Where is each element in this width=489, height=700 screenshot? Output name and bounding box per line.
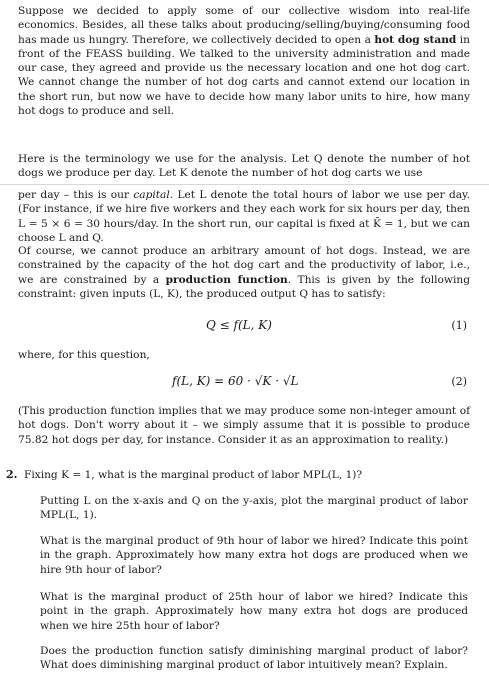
question-part-3: What is the marginal product of 25th hour of labor we hired? Indicate this point in the graph. Approximately how many extra hot dogs are produced when we hire 25th hour of labor? xyxy=(40,591,468,632)
production-paragraph xyxy=(18,244,470,301)
equation-2-number: (2) xyxy=(451,375,467,388)
question-number: 2. xyxy=(6,468,18,481)
note-paragraph: (This production function implies that we may produce some non-integer amount of hot dogs. Don't worry about it – we simply assume that it is possible to produce 75.82 hot dogs per day, for instance. Consider it as an approximation to reality.) xyxy=(18,405,470,446)
page-divider xyxy=(0,184,489,185)
capital-p-text: per day – this is our xyxy=(18,189,134,201)
equation-1: Q ≤ f(L, K) xyxy=(206,318,272,332)
intro-p1-text: Suppose we decided to apply some of our collective wisdom into real-life economics. Besides, all these talks about producing/selling/buying/consuming food has made us hungry. Therefore, we collectively decided to open a xyxy=(18,5,470,46)
where-text: where, for this question, xyxy=(18,349,150,361)
production-p-text: Of course, we cannot produce an arbitrary amount of hot dogs. Instead, we are constrained by the capacity of the hot dog cart and the productivity of labor, i.e., we are constrained by a xyxy=(18,245,470,286)
production-function-term: production function xyxy=(165,273,288,286)
terminology-paragraph: Here is the terminology we use for the analysis. Let Q denote the number of hot dogs we produce per day. Let K denote the number of hot dog carts we use xyxy=(18,153,470,180)
question-part-4: Does the production function satisfy diminishing marginal product of labor? What does diminishing marginal product of labor intuitively mean? Explain. xyxy=(40,645,468,672)
intro-paragraph-1 xyxy=(18,4,470,118)
question-part-2: What is the marginal product of 9th hour of labor we hired? Indicate this point in the graph. Approximately how many extra hot dogs are produced when we hire 9th hour of labor? xyxy=(40,535,468,576)
capital-term: capital xyxy=(133,189,170,201)
capital-paragraph xyxy=(18,188,470,245)
intro-p1-text-cont: in front of the FEASS building. We talked to the university administration and made our case, they agreed and provide us the necessary location and one hot dog cart. We cannot change the number of hot dog carts and cannot extend our location in the short run, but now we have to decide how many labor units to hire, how many hot dogs to produce and sell. xyxy=(18,33,470,118)
hot-dog-stand-term: hot dog stand xyxy=(374,33,457,46)
equation-2: f(L, K) = 60 · √K · √L xyxy=(172,374,299,388)
question-part-1: Putting L on the x-axis and Q on the y-axis, plot the marginal product of labor MPL(L, 1). xyxy=(40,495,468,522)
capital-p-text-cont: . Let L denote the total hours of labor we use per day. (For instance, if we hire five workers and they each work for six hours per day, then L = 5 × 6 = 30 hours/day. In the short run, our capital is fixed at K̄ = 1, but we can choose L and Q. xyxy=(18,189,470,244)
production-p-text-cont: . This is given by the following constraint: given inputs (L, K), the produced output Q has to satisfy: xyxy=(18,273,470,300)
equation-1-number: (1) xyxy=(451,319,467,332)
question-text: Fixing K = 1, what is the marginal product of labor MPL(L, 1)? xyxy=(24,469,363,481)
